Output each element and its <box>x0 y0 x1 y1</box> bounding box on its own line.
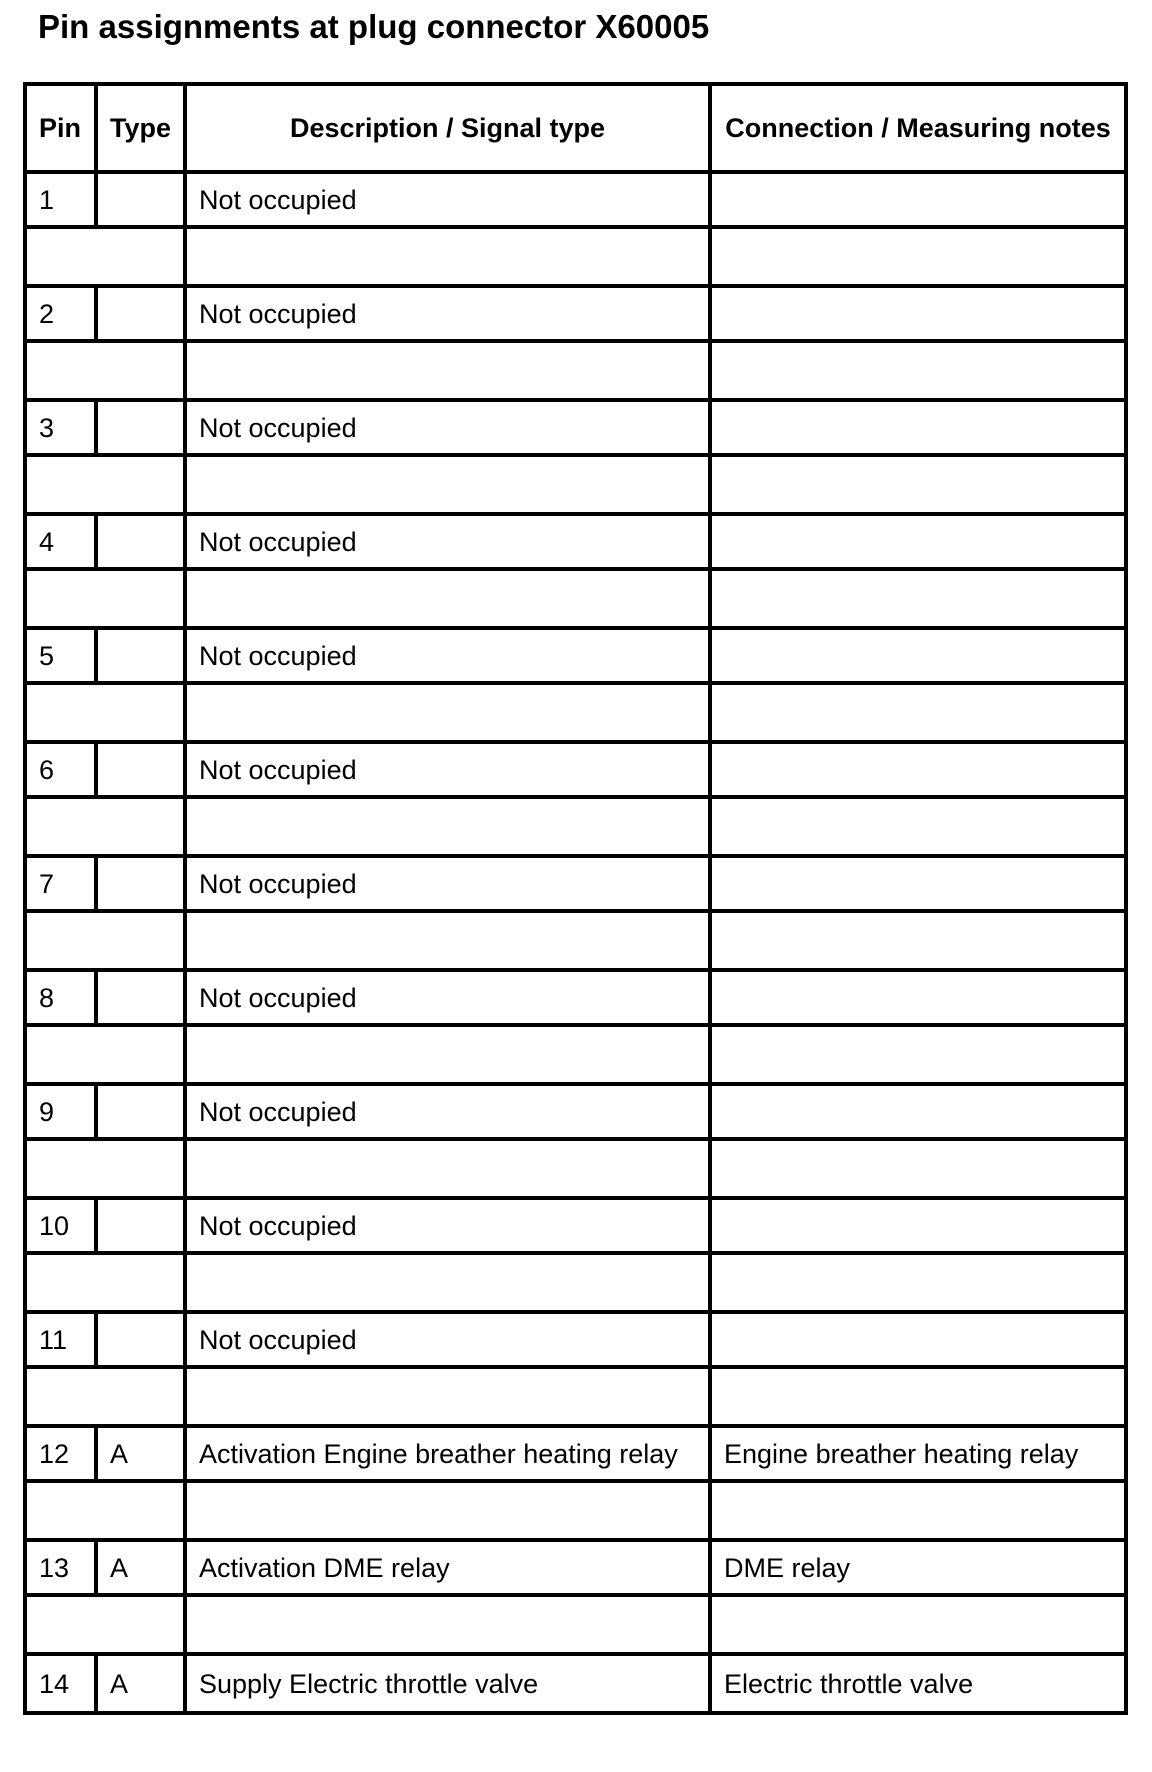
spacer-pin-type-cell <box>27 799 187 858</box>
pin-assignment-table <box>23 82 1128 1715</box>
spacer-connection-cell <box>712 1597 1124 1656</box>
spacer-connection-cell <box>712 1027 1124 1086</box>
table-spacer-row <box>27 343 1124 402</box>
type-cell: A <box>98 1656 187 1711</box>
pin-cell: 13 <box>27 1542 98 1597</box>
table-row <box>27 1314 1124 1369</box>
pin-cell: 8 <box>27 972 98 1027</box>
type-cell <box>98 858 187 913</box>
type-cell <box>98 402 187 457</box>
description-cell: Not occupied <box>187 288 712 343</box>
spacer-pin-type-cell <box>27 1255 187 1314</box>
spacer-pin-type-cell <box>27 685 187 744</box>
spacer-connection-cell <box>712 571 1124 630</box>
description-cell: Not occupied <box>187 744 712 799</box>
table-spacer-row <box>27 457 1124 516</box>
pin-cell: 7 <box>27 858 98 913</box>
spacer-description-cell <box>187 1597 712 1656</box>
header-type: Type <box>98 86 187 174</box>
spacer-connection-cell <box>712 1369 1124 1428</box>
pin-cell: 10 <box>27 1200 98 1255</box>
pin-cell: 4 <box>27 516 98 571</box>
type-cell: A <box>98 1542 187 1597</box>
table-header-row <box>27 86 1124 174</box>
connection-cell <box>712 1314 1124 1369</box>
description-cell: Not occupied <box>187 1086 712 1141</box>
table-row <box>27 858 1124 913</box>
connection-cell <box>712 516 1124 571</box>
pin-cell: 2 <box>27 288 98 343</box>
spacer-description-cell <box>187 1255 712 1314</box>
spacer-description-cell <box>187 913 712 972</box>
type-cell <box>98 288 187 343</box>
table-spacer-row <box>27 1369 1124 1428</box>
spacer-pin-type-cell <box>27 229 187 288</box>
connection-cell <box>712 288 1124 343</box>
table-spacer-row <box>27 1027 1124 1086</box>
spacer-pin-type-cell <box>27 913 187 972</box>
spacer-connection-cell <box>712 685 1124 744</box>
spacer-description-cell <box>187 1141 712 1200</box>
pin-cell: 6 <box>27 744 98 799</box>
spacer-description-cell <box>187 1483 712 1542</box>
description-cell: Not occupied <box>187 1200 712 1255</box>
description-cell: Not occupied <box>187 630 712 685</box>
header-pin: Pin <box>27 86 98 174</box>
spacer-pin-type-cell <box>27 1141 187 1200</box>
description-cell: Not occupied <box>187 174 712 229</box>
type-cell <box>98 1086 187 1141</box>
connection-cell <box>712 174 1124 229</box>
spacer-connection-cell <box>712 457 1124 516</box>
connection-cell <box>712 744 1124 799</box>
spacer-description-cell <box>187 457 712 516</box>
spacer-pin-type-cell <box>27 457 187 516</box>
table-spacer-row <box>27 571 1124 630</box>
description-cell: Not occupied <box>187 1314 712 1369</box>
pin-cell: 9 <box>27 1086 98 1141</box>
description-cell: Supply Electric throttle valve <box>187 1656 712 1711</box>
description-cell: Not occupied <box>187 516 712 571</box>
pin-cell: 1 <box>27 174 98 229</box>
connection-cell <box>712 1200 1124 1255</box>
page-title: Pin assignments at plug connector X60005 <box>38 8 710 45</box>
connection-cell: Electric throttle valve <box>724 1668 974 1699</box>
connection-cell <box>712 402 1124 457</box>
table-row <box>27 516 1124 571</box>
connection-cell: DME relay <box>712 1542 1124 1597</box>
table-row <box>27 174 1124 229</box>
pin-cell: 12 <box>27 1428 98 1483</box>
spacer-connection-cell <box>712 799 1124 858</box>
type-cell <box>98 1200 187 1255</box>
type-cell <box>98 174 187 229</box>
spacer-connection-cell <box>712 229 1124 288</box>
spacer-pin-type-cell <box>27 1483 187 1542</box>
connection-cell <box>712 858 1124 913</box>
pin-cell: 5 <box>27 630 98 685</box>
spacer-description-cell <box>187 1369 712 1428</box>
table-spacer-row <box>27 913 1124 972</box>
connection-cell <box>712 1086 1124 1141</box>
connection-cell <box>712 972 1124 1027</box>
table-spacer-row <box>27 1255 1124 1314</box>
table-spacer-row <box>27 1141 1124 1200</box>
description-cell: Activation Engine breather heating relay <box>187 1428 712 1483</box>
table-row <box>27 972 1124 1027</box>
pin-cell: 14 <box>27 1656 98 1711</box>
spacer-connection-cell <box>712 343 1124 402</box>
table-row <box>27 402 1124 457</box>
type-cell <box>98 744 187 799</box>
pin-cell: 11 <box>27 1314 98 1369</box>
table-spacer-row <box>27 799 1124 858</box>
connection-cell: Engine breather heating relay <box>712 1428 1124 1483</box>
spacer-description-cell <box>187 1027 712 1086</box>
table-row <box>27 630 1124 685</box>
spacer-description-cell <box>187 571 712 630</box>
connection-cell <box>712 630 1124 685</box>
table-spacer-row <box>27 1483 1124 1542</box>
spacer-pin-type-cell <box>27 1597 187 1656</box>
table-row <box>27 744 1124 799</box>
table-spacer-row <box>27 685 1124 744</box>
table-row <box>27 1542 1124 1597</box>
spacer-description-cell <box>187 685 712 744</box>
spacer-description-cell <box>187 343 712 402</box>
spacer-connection-cell <box>712 913 1124 972</box>
spacer-connection-cell <box>712 1483 1124 1542</box>
description-cell: Activation DME relay <box>187 1542 712 1597</box>
spacer-pin-type-cell <box>27 1369 187 1428</box>
table-spacer-row <box>27 1597 1124 1656</box>
spacer-description-cell <box>187 799 712 858</box>
type-cell <box>98 630 187 685</box>
spacer-pin-type-cell <box>27 571 187 630</box>
description-cell: Not occupied <box>187 858 712 913</box>
pin-cell: 3 <box>27 402 98 457</box>
table-row <box>27 1656 1124 1711</box>
description-cell: Not occupied <box>187 972 712 1027</box>
type-cell <box>98 972 187 1027</box>
table-row <box>27 288 1124 343</box>
header-description: Description / Signal type <box>187 86 712 174</box>
table-spacer-row <box>27 229 1124 288</box>
spacer-description-cell <box>187 229 712 288</box>
header-connection: Connection / Measuring notes <box>712 86 1124 174</box>
type-cell <box>98 1314 187 1369</box>
table-row <box>27 1200 1124 1255</box>
spacer-connection-cell <box>712 1255 1124 1314</box>
table-row <box>27 1086 1124 1141</box>
description-cell: Not occupied <box>187 402 712 457</box>
type-cell <box>98 516 187 571</box>
type-cell: A <box>98 1428 187 1483</box>
table-body <box>27 174 1124 1711</box>
spacer-pin-type-cell <box>27 1027 187 1086</box>
spacer-connection-cell <box>712 1141 1124 1200</box>
spacer-pin-type-cell <box>27 343 187 402</box>
table-row <box>27 1428 1124 1483</box>
